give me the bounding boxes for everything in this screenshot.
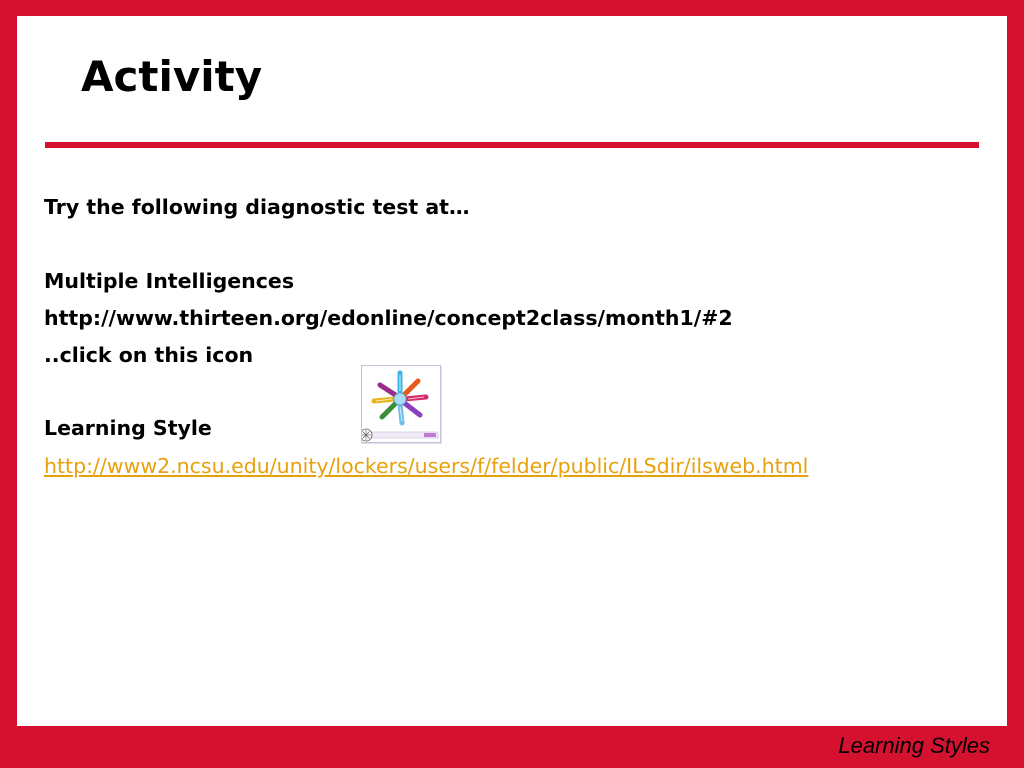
snowflake-icon-graphic [362, 366, 440, 442]
title-divider [45, 142, 979, 148]
intro-text: Try the following diagnostic test at… [44, 195, 470, 219]
snowflake-icon[interactable] [361, 365, 441, 443]
learning-style-link[interactable]: http://www2.ncsu.edu/unity/lockers/users/f/felder/public/ILSdir/ilsweb.html [44, 454, 809, 478]
learning-style-heading: Learning Style [44, 416, 212, 440]
multiple-intelligences-url: http://www.thirteen.org/edonline/concept2class/month1/#2 [44, 306, 733, 330]
multiple-intelligences-heading: Multiple Intelligences [44, 269, 295, 293]
click-icon-instruction: ..click on this icon [44, 343, 254, 367]
footer-label: Learning Styles [838, 733, 990, 758]
slide-title: Activity [81, 52, 263, 101]
slide-canvas [17, 16, 1007, 726]
